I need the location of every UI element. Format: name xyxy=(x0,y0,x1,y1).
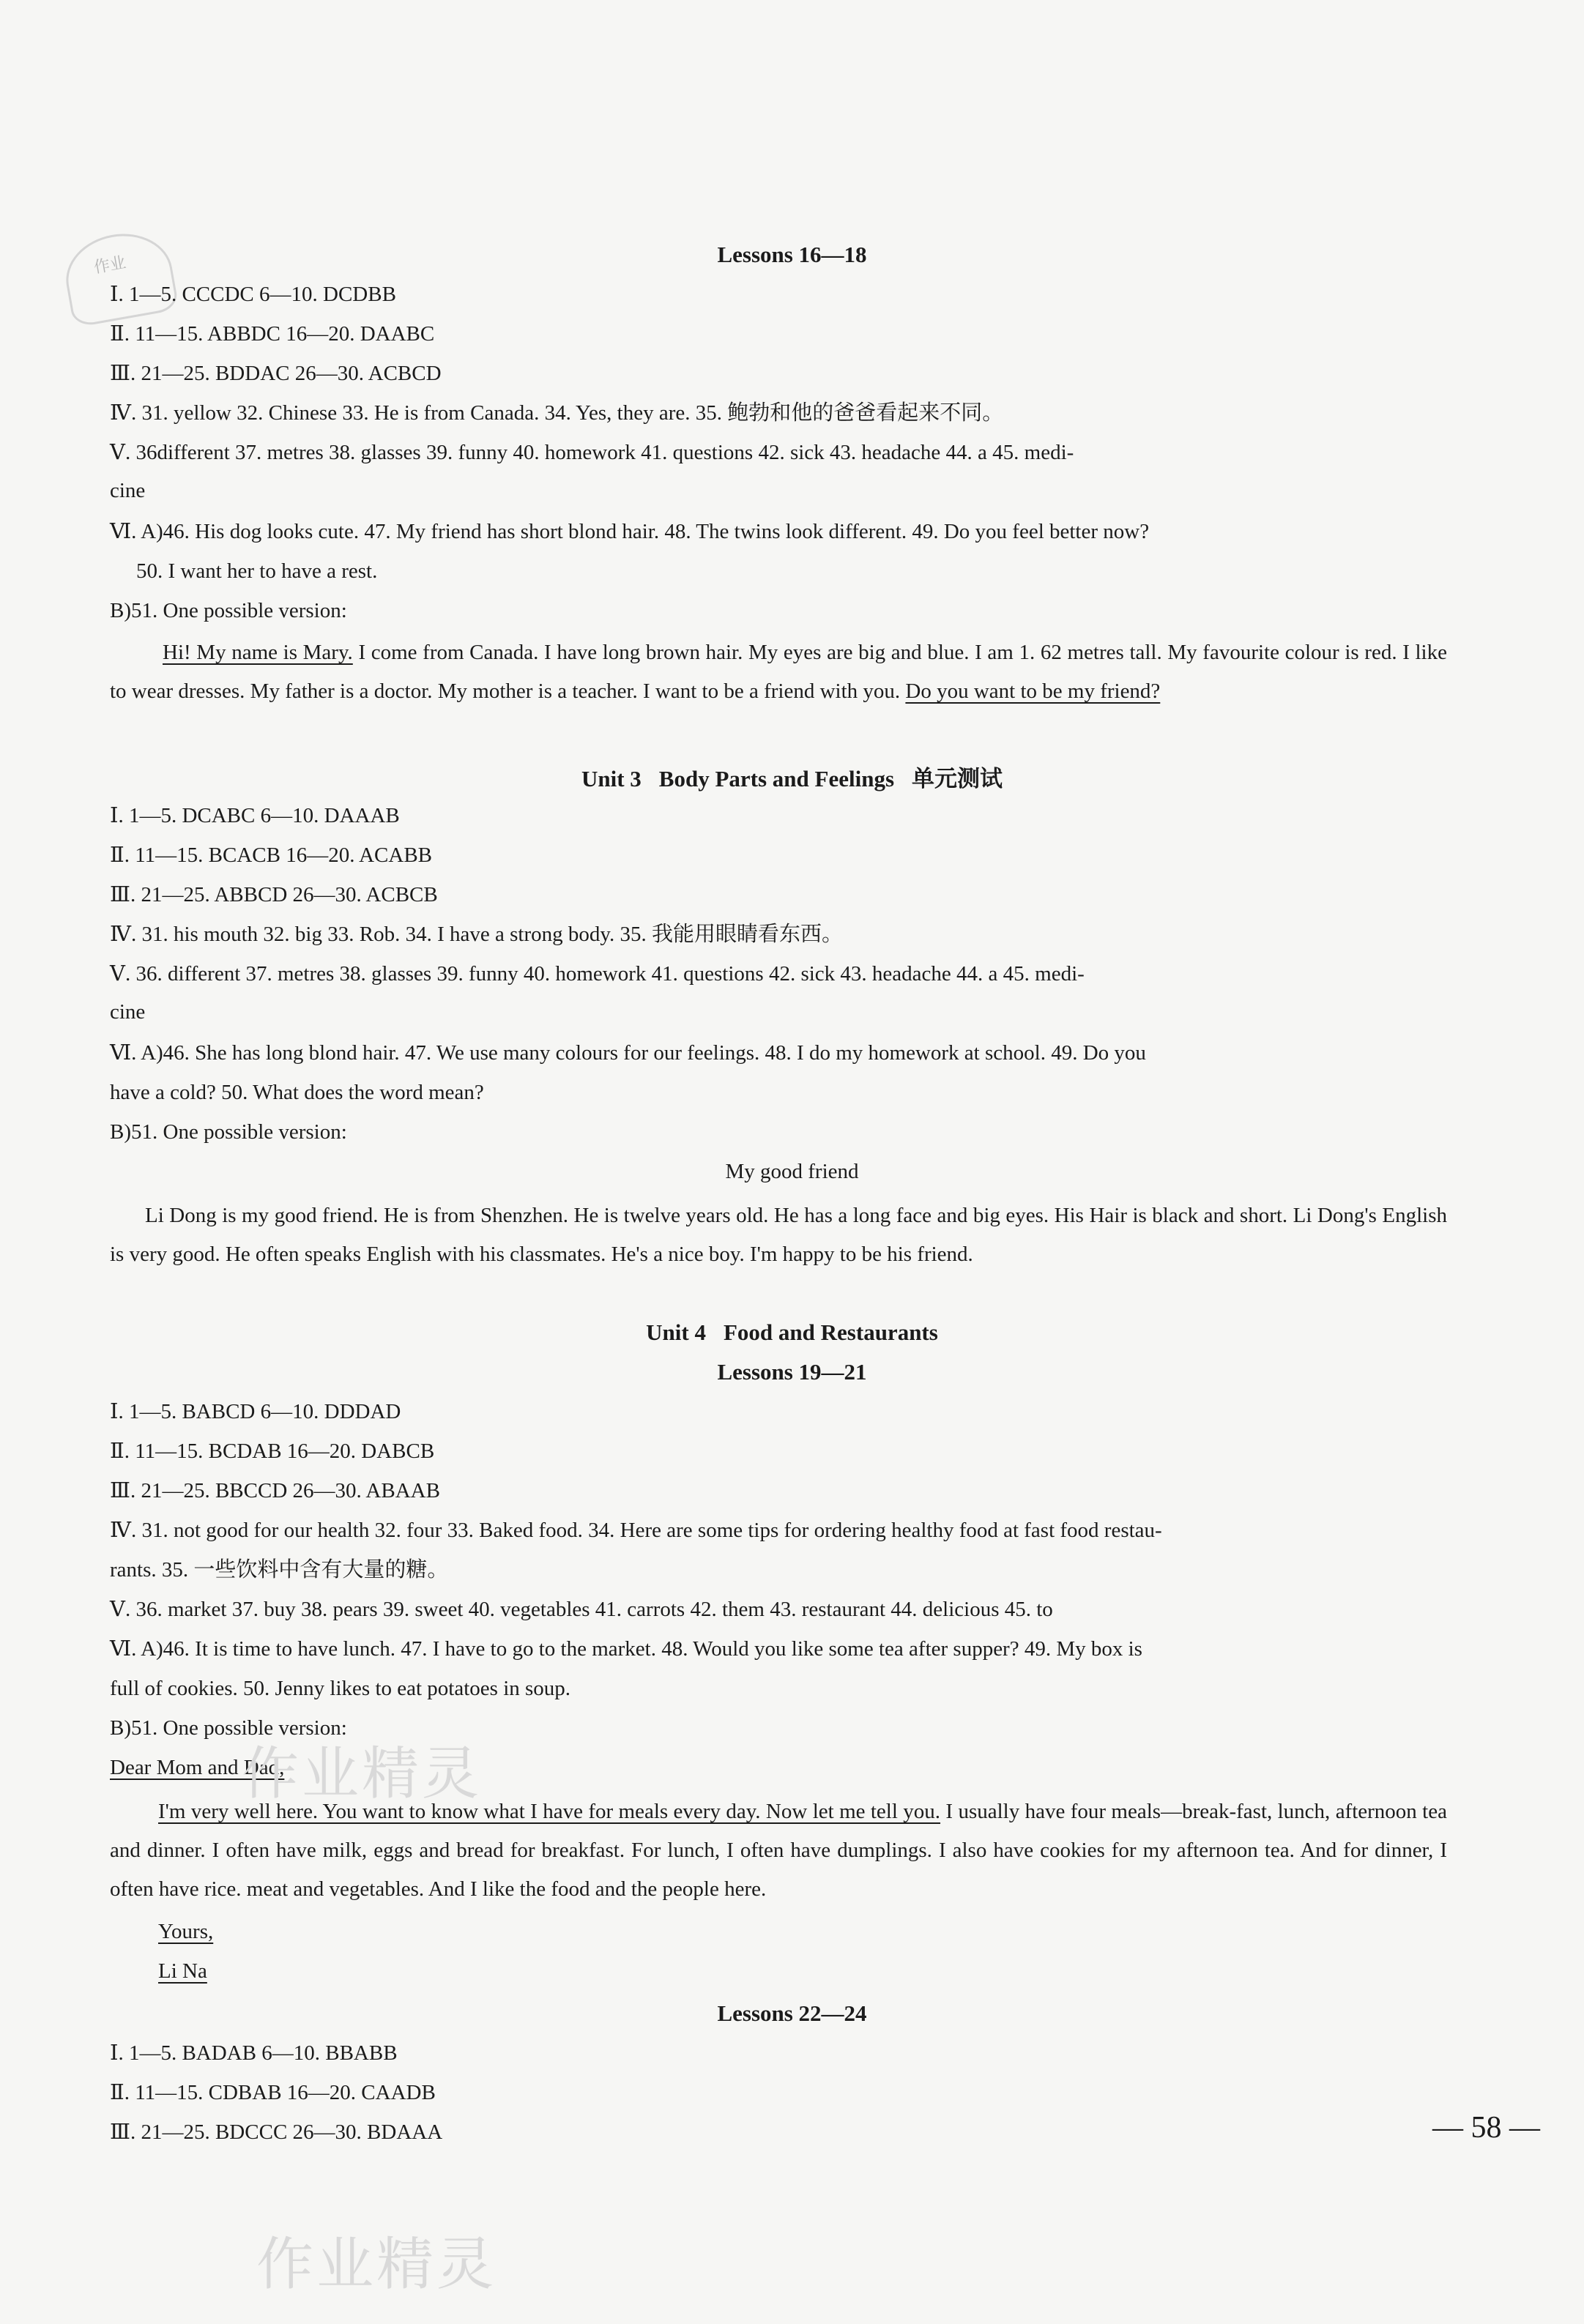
watermark: 作业精灵 xyxy=(256,2232,497,2298)
answer-line: Ⅱ. 11—15. BCDAB 16—20. DABCB xyxy=(110,1440,435,1463)
letter-signature: Li Na xyxy=(158,1959,207,1983)
answer-line: Ⅰ. 1—5. DCABC 6—10. DAAAB xyxy=(110,804,400,827)
answer-line: Ⅰ. 1—5. CCCDC 6—10. DCDBB xyxy=(110,283,396,306)
answer-line: Ⅰ. 1—5. BABCD 6—10. DDDAD xyxy=(110,1400,401,1423)
answer-line: rants. 35. 一些饮料中含有大量的糖。 xyxy=(110,1558,449,1582)
letter-greeting: Dear Mom and Dad, xyxy=(110,1756,285,1779)
underlined-text: Do you want to be my friend? xyxy=(905,679,1161,703)
answer-line: Ⅴ. 36. different 37. metres 38. glasses 39. funny 40. homework 41. questions 42. sick 43. headache 44. a 45. medi- xyxy=(110,962,1085,986)
answer-line: Ⅳ. 31. his mouth 32. big 33. Rob. 34. I have a strong body. 35. 我能用眼睛看东西。 xyxy=(110,923,843,946)
section-subheading: Lessons 19—21 xyxy=(717,1359,867,1385)
answer-line: Ⅲ. 21—25. BBCCD 26—30. ABAAB xyxy=(110,1479,440,1502)
answer-line: Ⅲ. 21—25. ABBCD 26—30. ACBCB xyxy=(110,883,438,906)
answer-line: Ⅳ. 31. yellow 32. Chinese 33. He is from Canada. 34. Yes, they are. 35. 鲍勃和他的爸爸看起来不同。 xyxy=(110,401,1004,425)
answer-line: Ⅱ. 11—15. CDBAB 16—20. CAADB xyxy=(110,2081,436,2104)
answer-line: B)51. One possible version: xyxy=(110,1120,347,1144)
answer-line: Ⅲ. 21—25. BDCCC 26—30. BDAAA xyxy=(110,2120,443,2144)
stamp-logo: 作业 xyxy=(59,226,179,328)
answer-line: B)51. One possible version: xyxy=(110,1716,347,1740)
answer-line: Ⅵ. A)46. It is time to have lunch. 47. I have to go to the market. 48. Would you like some tea after supper? 49. My box is xyxy=(110,1637,1142,1661)
answer-line: Ⅵ. A)46. His dog looks cute. 47. My friend has short blond hair. 48. The twins look different. 49. Do you feel better now? xyxy=(110,520,1150,543)
answer-line: B)51. One possible version: xyxy=(110,599,347,622)
section-heading: Unit 4 Food and Restaurants xyxy=(646,1319,938,1345)
section-subheading: Lessons 22—24 xyxy=(717,2000,867,2026)
answer-line: Ⅳ. 31. not good for our health 32. four 33. Baked food. 34. Here are some tips for ordering healthy food at fast food restau- xyxy=(110,1519,1162,1542)
answer-line: have a cold? 50. What does the word mean? xyxy=(110,1081,484,1104)
answer-line: Ⅱ. 11—15. BCACB 16—20. ACABB xyxy=(110,843,433,867)
essay-paragraph: Hi! My name is Mary. I come from Canada. I have long brown hair. My eyes are big and blue. I am 1. 62 metres tall. My favourite colour is red. I like to wear dresses. My father is a doctor. My mother is a teacher. I want to be a friend with you. Do you want to be my friend? xyxy=(110,641,1447,703)
underlined-text: Hi! My name is Mary. xyxy=(163,641,353,664)
answer-line: cine xyxy=(110,1000,146,1024)
answer-line: Ⅵ. A)46. She has long blond hair. 47. We use many colours for our feelings. 48. I do my homework at school. 49. Do you xyxy=(110,1041,1146,1065)
answer-line: Ⅰ. 1—5. BADAB 6—10. BBABB xyxy=(110,2041,398,2065)
answer-line: cine xyxy=(110,479,146,502)
answer-line: 50. I want her to have a rest. xyxy=(136,559,378,583)
letter-body: I'm very well here. You want to know what I have for meals every day. Now let me tell you. I usually have four meals—break-fast, lunch, afternoon tea and dinner. I often have milk, eggs and bread for breakfast. For lunch, I often have dumplings. I also have cookies for my afternoon tea. And for dinner, I often have rice. meat and vegetables. And I like the food and the people here. xyxy=(110,1800,1447,1901)
letter-closing: Yours, xyxy=(158,1920,214,1943)
answer-line: Ⅲ. 21—25. BDDAC 26—30. ACBCD xyxy=(110,362,442,385)
watermark: 作业精灵 xyxy=(242,1741,483,1807)
answer-line: Ⅱ. 11—15. ABBDC 16—20. DAABC xyxy=(110,322,435,346)
answer-line: Ⅴ. 36. market 37. buy 38. pears 39. sweet 40. vegetables 41. carrots 42. them 43. restaurant 44. delicious 45. to xyxy=(110,1598,1053,1621)
underlined-text: I'm very well here. You want to know what I have for meals every day. Now let me tell you. xyxy=(158,1800,941,1823)
answer-line: Ⅴ. 36different 37. metres 38. glasses 39. funny 40. homework 41. questions 42. sick 43. headache 44. a 45. medi- xyxy=(110,441,1074,464)
answer-line: full of cookies. 50. Jenny likes to eat potatoes in soup. xyxy=(110,1677,571,1700)
section-heading: Lessons 16—18 xyxy=(717,242,867,267)
essay-paragraph: Li Dong is my good friend. He is from Shenzhen. He is twelve years old. He has a long face and big eyes. His Hair is black and short. Li Dong's English is very good. He often speaks English with his classmates. He's a nice boy. I'm happy to be his friend. xyxy=(110,1204,1447,1266)
section-heading: Unit 3 Body Parts and Feelings 单元测试 xyxy=(581,766,1003,792)
page-number: — 58 — xyxy=(1432,2111,1540,2145)
essay-title: My good friend xyxy=(725,1160,859,1183)
